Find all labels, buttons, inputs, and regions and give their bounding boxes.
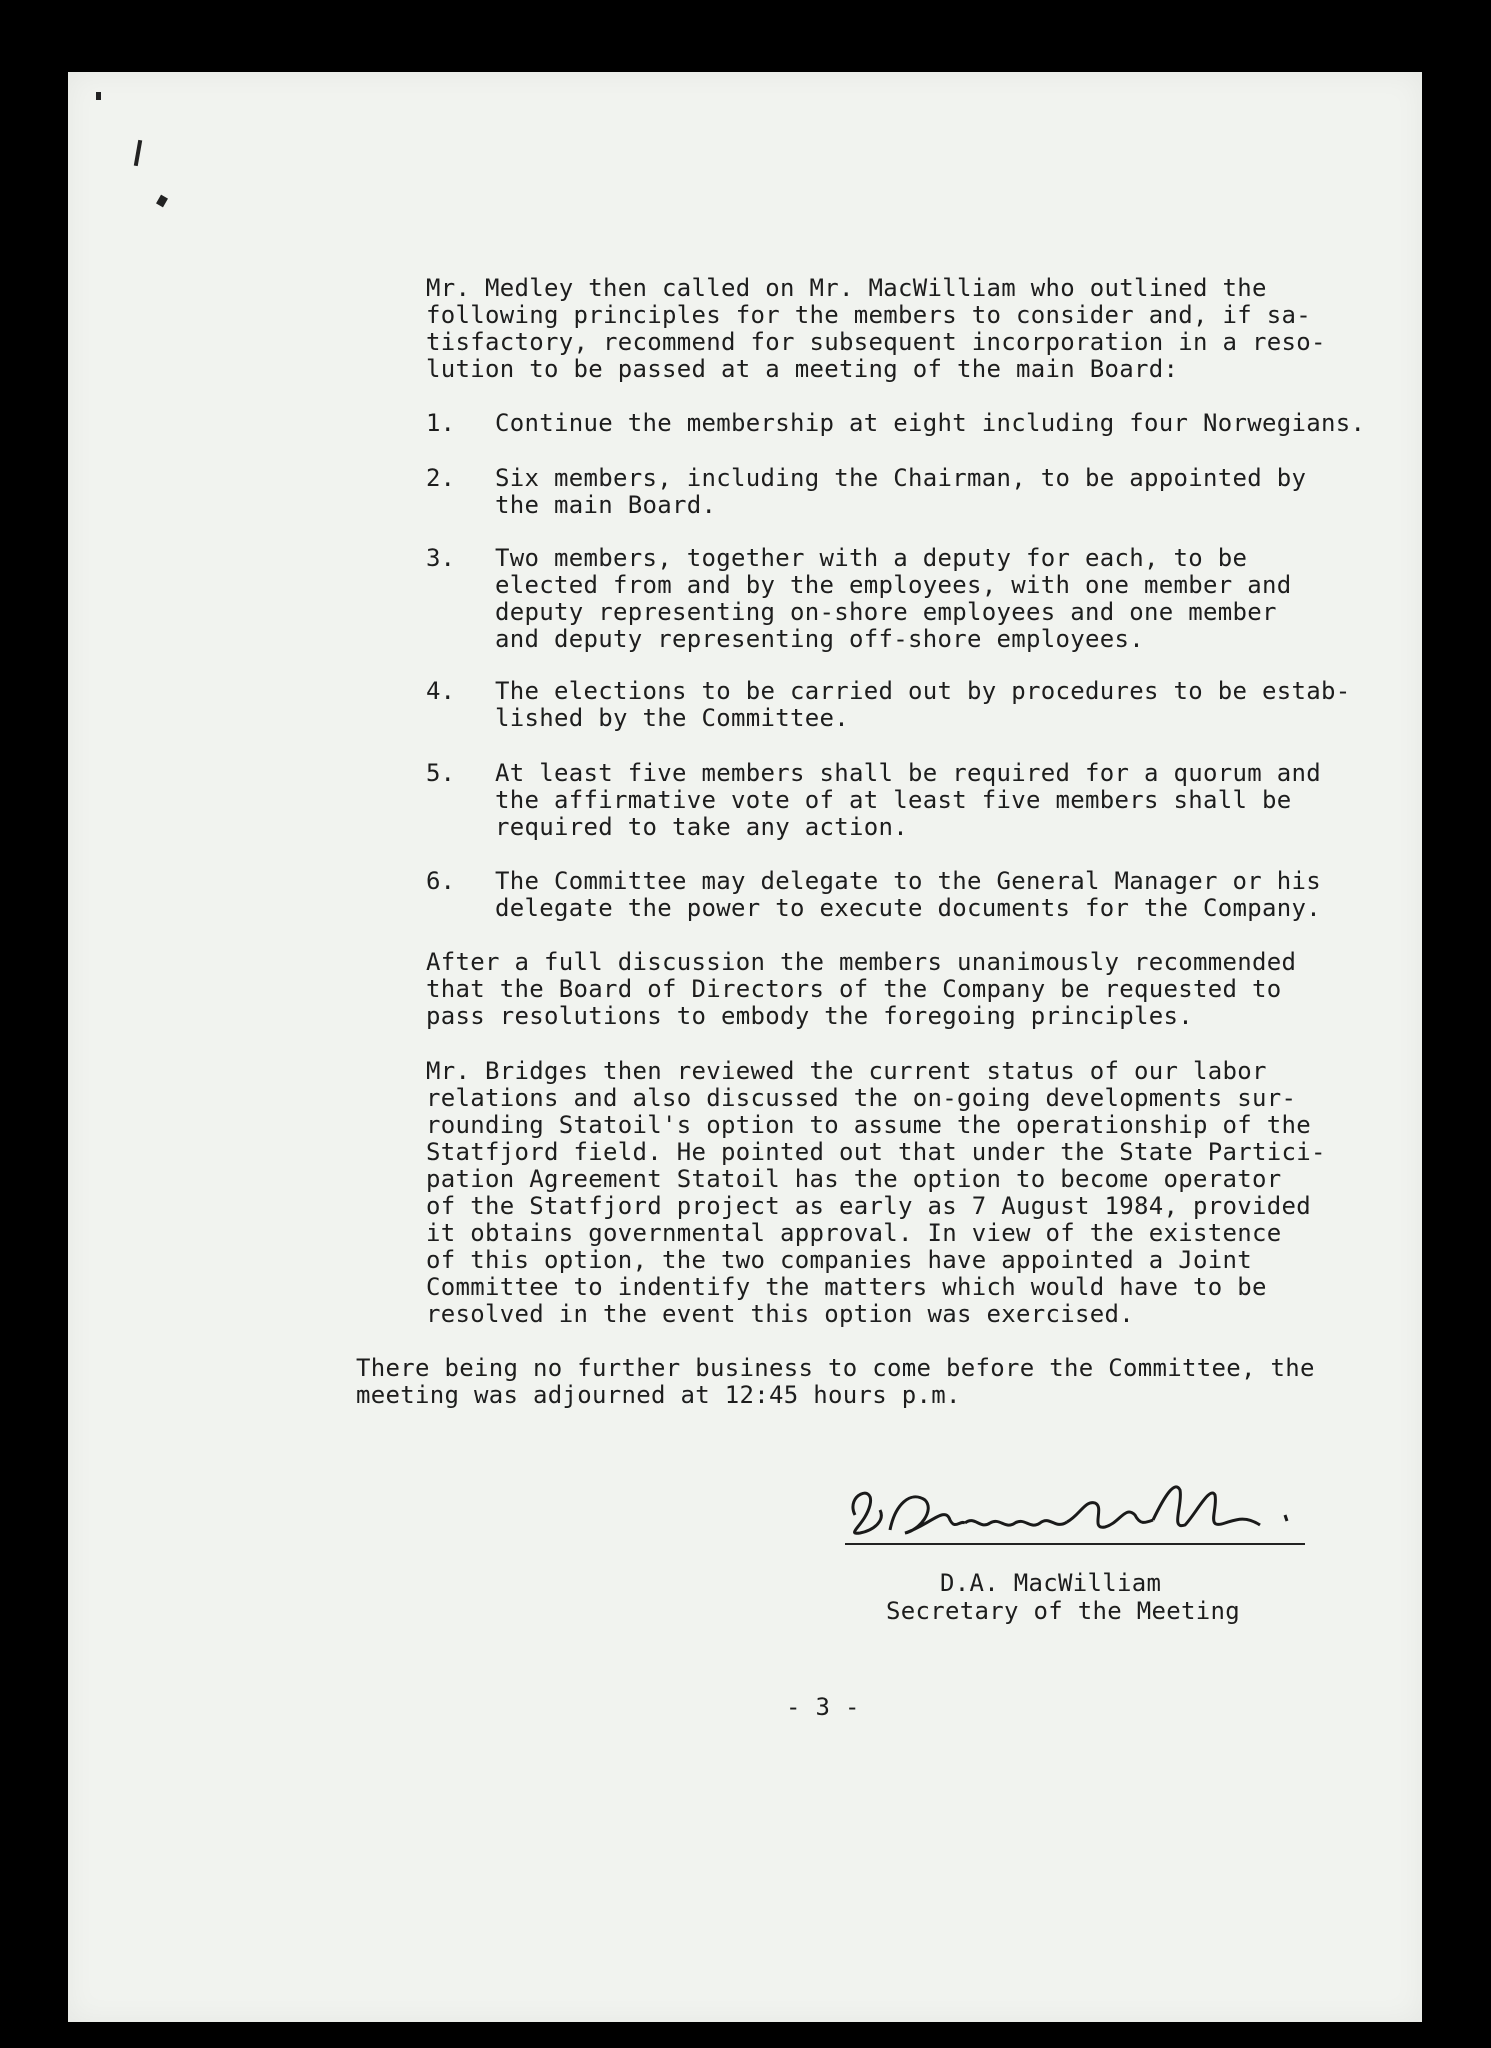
signer-title: Secretary of the Meeting	[886, 1597, 1240, 1625]
item-text: At least five members shall be required for a quorum and the affirmative vote of at least five members shall be required to take any action.	[495, 759, 1321, 841]
signer-name: D.A. MacWilliam	[940, 1569, 1162, 1597]
item-text: Continue the membership at eight including four Norwegians.	[495, 409, 1366, 437]
scan-speck	[96, 92, 101, 100]
page-number: - 3 -	[786, 1693, 860, 1721]
item-text: Two members, together with a deputy for each, to be elected from and by the employees, with one member and deputy representing on-shore employees and one member and deputy representing off-shore employees.	[495, 544, 1292, 653]
closing-paragraph: There being no further business to come before the Committee, the meeting was adjourned at 12:45 hours p.m.	[356, 1354, 1315, 1409]
item-number: 5.	[426, 759, 455, 787]
intro-paragraph: Mr. Medley then called on Mr. MacWilliam who outlined the following principles for the members to consider and, if sa- tisfactory, recommend for subsequent incorporation in a reso- lution to be passed at a meeting of the main Board:	[426, 274, 1326, 383]
item-number: 3.	[426, 544, 455, 572]
item-number: 1.	[426, 409, 455, 437]
signature-line	[845, 1543, 1305, 1545]
item-number: 4.	[426, 677, 455, 705]
item-number: 6.	[426, 867, 455, 895]
item-text: The elections to be carried out by procedures to be estab- lished by the Committee.	[495, 677, 1351, 732]
discussion-paragraph: After a full discussion the members unanimously recommended that the Board of Directors of the Company be requested to pass resolutions to embody the foregoing principles.	[426, 948, 1297, 1030]
item-text: The Committee may delegate to the General Manager or his delegate the power to execute documents for the Company.	[495, 867, 1321, 922]
bridges-paragraph: Mr. Bridges then reviewed the current status of our labor relations and also discussed the on-going developments sur- rounding Statoil's option to assume the operationship of the Statfjord field. He pointed out that under the State Partici- pation Agreement Statoil has the option to become operator of the Statfjord project as early as 7 August 1984, provided it obtains governmental approval. In view of the existence of this option, the two companies have appointed a Joint Committee to indentify the matters which would have to be resolved in the event this option was exercised.	[426, 1057, 1326, 1328]
item-text: Six members, including the Chairman, to be appointed by the main Board.	[495, 464, 1307, 519]
item-number: 2.	[426, 464, 455, 492]
